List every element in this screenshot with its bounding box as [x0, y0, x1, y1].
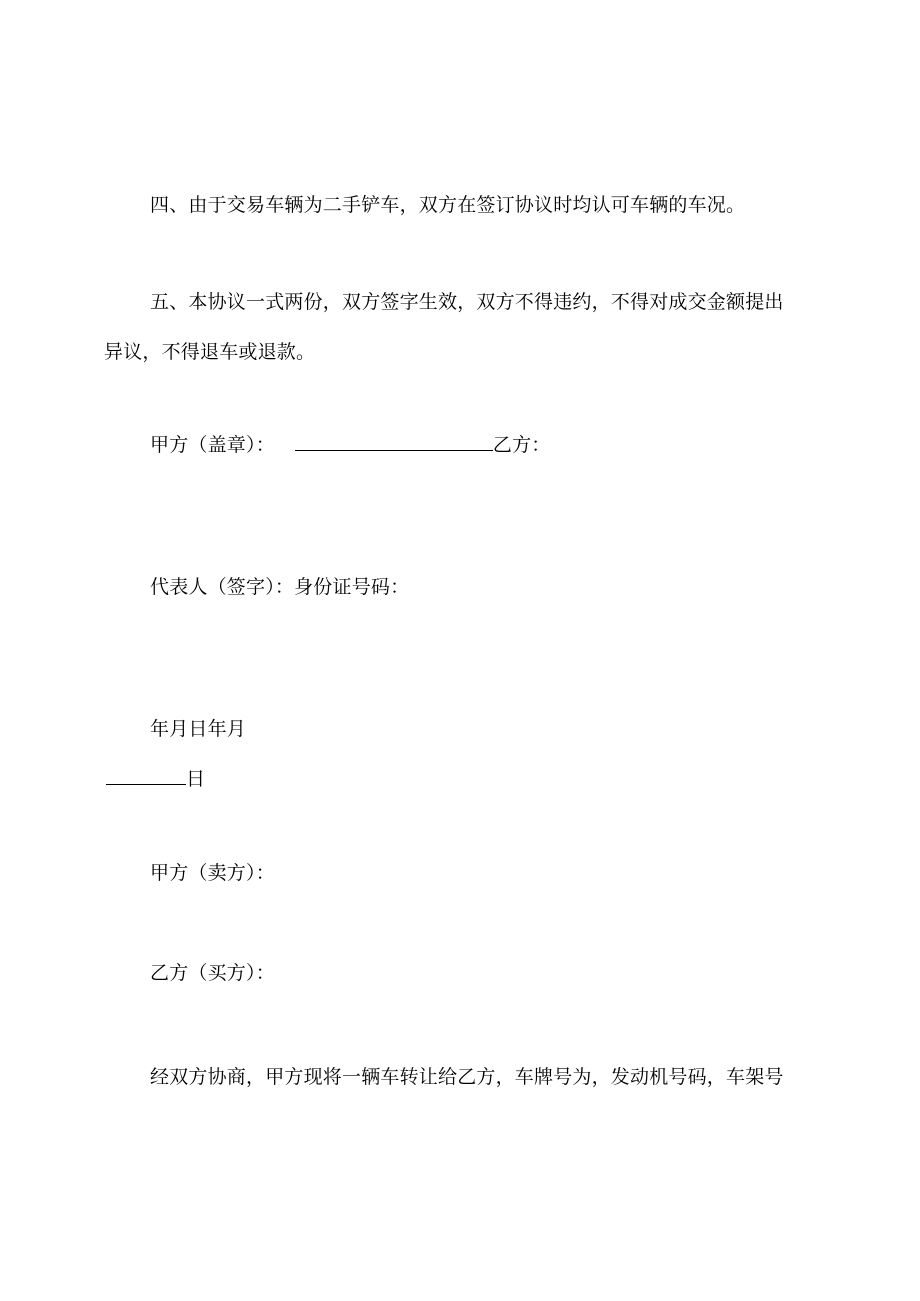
date-day-blank: [106, 766, 186, 785]
date-day-label: 日: [186, 768, 206, 790]
representative-row: 代表人（签字）：身份证号码：: [150, 576, 410, 598]
date-line-1: 年月日年月: [150, 718, 247, 740]
clause-5-line-2: 异议，不得退车或退款。: [104, 341, 316, 363]
seller-label: 甲方（卖方）：: [150, 862, 275, 884]
party-b-label: 乙方：: [492, 434, 551, 456]
clause-4: 四、由于交易车辆为二手铲车，双方在签订协议时均认可车辆的车况。: [150, 194, 746, 216]
clause-5-line-1: 五、本协议一式两份，双方签字生效，双方不得违约，不得对成交金额提出: [150, 291, 784, 313]
party-a-seal-label: 甲方（盖章）：: [150, 434, 275, 456]
signature-row-party-a: [150, 432, 551, 457]
agreement-paragraph: 经双方协商，甲方现将一辆车转让给乙方，车牌号为，发动机号码，车架号: [150, 1066, 784, 1088]
buyer-label: 乙方（买方）：: [150, 962, 275, 984]
party-a-seal-blank: [295, 432, 493, 451]
date-line-2: [106, 766, 205, 791]
